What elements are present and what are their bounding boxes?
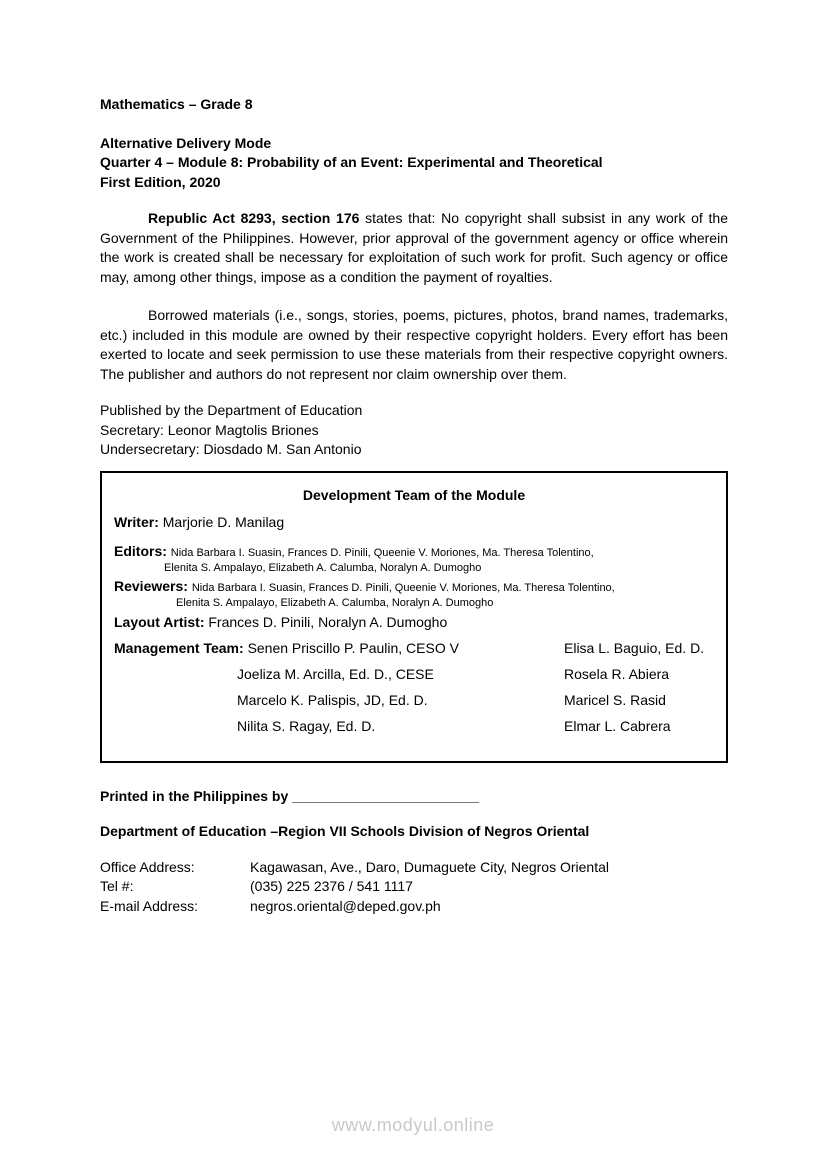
division-heading: Department of Education –Region VII Schools Division of Negros Oriental [100,823,590,839]
management-team-row [114,717,714,743]
reviewers-line-1 [114,577,714,597]
page-content [100,95,728,916]
republic-act-body: states that: No copyright shall subsist in any work of the Government of the Philippines. However, prior approval of the government agency or office wherein the work is created shall be necessary for exploitation of such work for profit. Such agency or office may, among other things, impose as a condition the payment of royalties. [100,210,728,285]
editors-line-1 [114,542,714,562]
reviewers-block [114,577,714,612]
management-team-label: Management Team: [114,640,244,656]
printed-in-label: Printed in the Philippines by [100,787,293,804]
telephone-label: Tel #: [100,878,134,894]
republic-act-lead: Republic Act 8293, section 176 [148,210,360,226]
editors-names-2: Elenita S. Ampalayo, Elizabeth A. Calumba, Noralyn A. Dumogho [164,562,482,574]
development-team-box [100,471,728,763]
reviewers-label: Reviewers: [114,577,188,594]
management-right-name: Elisa L. Baguio, Ed. D. [564,640,705,656]
layout-artist-names: Frances D. Pinili, Noralyn A. Dumogho [208,613,448,630]
office-address-label: Office Address: [100,858,195,875]
publisher-block [100,401,728,460]
copyright-paragraph-1 [100,209,728,287]
adm-line: Alternative Delivery Mode [100,134,272,151]
email-value: negros.oriental@deped.gov.ph [250,897,441,914]
contact-block [100,858,728,917]
management-right-name: Rosela R. Abiera [564,666,670,682]
telephone-row [100,877,728,897]
email-row [100,897,728,917]
management-team-row [114,665,714,691]
edition-title-block [100,134,728,193]
office-address-row [100,858,728,878]
copyright-paragraph-2: Borrowed materials (i.e., songs, stories, poems, pictures, photos, brand names, trademarks, etc.) included in this module are owned by their respective copyright holders. Every effort has been exerted to locate and seek permission to use these materials from their respective copyright owners. The publisher and authors do not represent nor claim ownership over them. [100,307,728,382]
editors-block [114,542,714,577]
email-label: E-mail Address: [100,897,199,914]
editors-label: Editors: [114,542,167,559]
writer-name: Marjorie D. Manilag [162,514,285,530]
office-address-value: Kagawasan, Ave., Daro, Dumaguete City, Negros Oriental [250,858,609,875]
management-left-name: Senen Priscillo P. Paulin, CESO V [247,640,459,656]
grade-heading: Mathematics – Grade 8 [100,96,253,112]
editors-names-1: Nida Barbara I. Suasin, Frances D. Pinili, Queenie V. Moriones, Ma. Theresa Tolentino, [170,546,594,559]
writer-label: Writer: [114,514,159,530]
telephone-value: (035) 225 2376 / 541 1117 [250,878,413,894]
module-title-line: Quarter 4 – Module 8: Probability of an Event: Experimental and Theoretical [100,154,603,170]
edition-line: First Edition, 2020 [100,173,221,190]
printed-in-blank: ________________________ [292,787,480,804]
site-watermark: www.modyul.online [331,1115,495,1135]
management-right-name: Maricel S. Rasid [564,692,666,708]
reviewers-names-2: Elenita S. Ampalayo, Elizabeth A. Calumba, Noralyn A. Dumogho [176,597,494,609]
management-left-name: Marcelo K. Palispis, JD, Ed. D. [237,692,428,708]
management-team-row [114,691,714,717]
layout-artist-label: Layout Artist: [114,613,205,630]
writer-line [114,513,714,533]
layout-artist-line [114,613,714,633]
secretary-line: Secretary: Leonor Magtolis Briones [100,421,319,438]
printed-in-line [100,787,728,807]
management-right-name: Elmar L. Cabrera [564,718,671,734]
development-team-title: Development Team of the Module [302,486,526,503]
undersecretary-line: Undersecretary: Diosdado M. San Antonio [100,441,362,457]
published-by-line: Published by the Department of Education [100,402,363,418]
management-left-name: Joeliza M. Arcilla, Ed. D., CESE [237,666,434,682]
management-left-name: Nilita S. Ragay, Ed. D. [237,718,376,734]
management-team-row [114,639,714,665]
reviewers-names-1: Nida Barbara I. Suasin, Frances D. Pinili, Queenie V. Moriones, Ma. Theresa Tolentino, [191,581,615,594]
management-team-block [114,639,714,743]
